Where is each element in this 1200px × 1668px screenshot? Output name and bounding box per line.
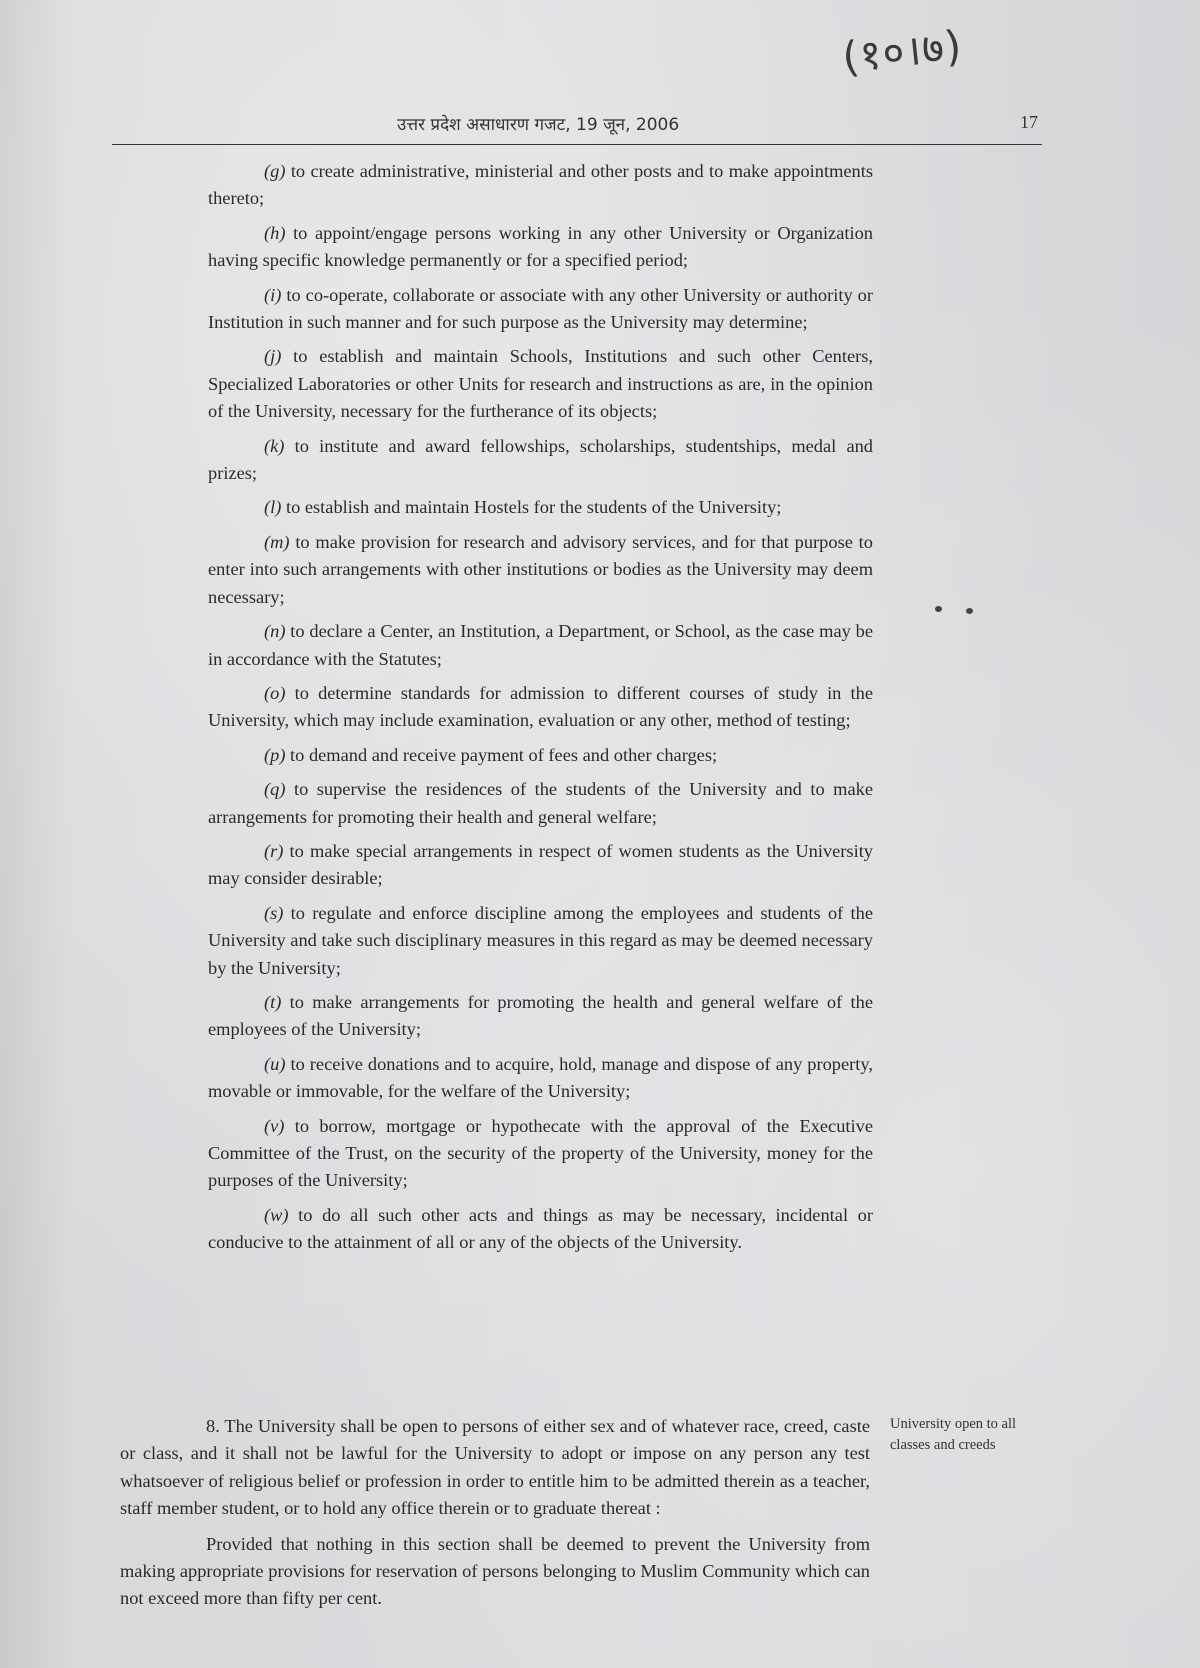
clause-s: (s) to regulate and enforce discipline among the employees and students of the University and take such disciplinary measures in this regard as may be deemed necessary by the University; xyxy=(208,902,873,978)
handwritten-page-annotation: (१०।७) xyxy=(839,20,965,83)
clause-p: (p) to demand and receive payment of fees and other charges; xyxy=(264,744,718,765)
marginal-note: University open to all classes and creeds xyxy=(890,1416,1017,1453)
clause-o: (o) to determine standards for admission to different courses of study in the University, which may include examination, evaluation or any other, method of testing; xyxy=(208,682,873,731)
clause-i: (i) to co-operate, collaborate or associate with any other University or authority or Institution in such manner and for such purpose as the University may determine; xyxy=(208,284,873,333)
ink-speck xyxy=(966,608,973,614)
clause-g: (g) to create administrative, ministerial and other posts and to make appointments thereto; xyxy=(208,161,873,209)
clause-t: (t) to make arrangements for promoting the health and general welfare of the employees of the University; xyxy=(208,991,873,1040)
clause-v: (v) to borrow, mortgage or hypothecate with the approval of the Executive Committee of the Trust, on the security of the property of the University, money for the purposes of the University; xyxy=(208,1115,873,1191)
clause-k: (k) to institute and award fellowships, scholarships, studentships, medal and prizes; xyxy=(208,435,873,484)
section-8 xyxy=(120,1413,870,1621)
section-8-proviso: Provided that nothing in this section shall be deemed to prevent the University from making appropriate provisions for reservation of persons belonging to Muslim Community which can not exceed more than fifty per cent. xyxy=(120,1533,870,1609)
gazette-header xyxy=(112,108,1042,145)
clause-n: (n) to declare a Center, an Institution, a Department, or School, as the case may be in accordance with the Statutes; xyxy=(208,621,873,669)
page-number: 17 xyxy=(1020,112,1038,132)
section-8-text: 8. The University shall be open to persons of either sex and of whatever race, creed, caste or class, and it shall not be lawful for the University to adopt or impose on any person any test whatsoever of religious belief or profession in order to entitle him to be admitted therein as a teacher, staff member student, or to hold any office therein or to graduate thereat : xyxy=(120,1416,870,1519)
clause-j: (j) to establish and maintain Schools, Institutions and such other Centers, Specialized Laboratories or other Units for research and instructions as are, in the opinion of the University, necessary for the furtherance of its objects; xyxy=(208,346,873,422)
clause-r: (r) to make special arrangements in respect of women students as the University may consider desirable; xyxy=(208,840,873,889)
clause-w: (w) to do all such other acts and things as may be necessary, incidental or conducive to the attainment of all or any of the objects of the University. xyxy=(208,1204,873,1253)
clause-q: (q) to supervise the residences of the students of the University and to make arrangements for promoting their health and general welfare; xyxy=(208,779,873,827)
clause-h: (h) to appoint/engage persons working in any other University or Organization having specific knowledge permanently or for a specified period; xyxy=(208,222,873,271)
ink-speck xyxy=(935,606,942,612)
clause-l: (l) to establish and maintain Hostels for the students of the University; xyxy=(264,497,782,518)
gazette-title: उत्तर प्रदेश असाधारण गजट, 19 जून, 2006 xyxy=(397,115,680,135)
clause-m: (m) to make provision for research and advisory services, and for that purpose to enter into such arrangements with other institutions or bodies as the University may deem necessary; xyxy=(208,531,873,607)
clause-list xyxy=(208,158,873,1264)
clause-u: (u) to receive donations and to acquire, hold, manage and dispose of any property, movable or immovable, for the welfare of the University; xyxy=(208,1053,873,1102)
